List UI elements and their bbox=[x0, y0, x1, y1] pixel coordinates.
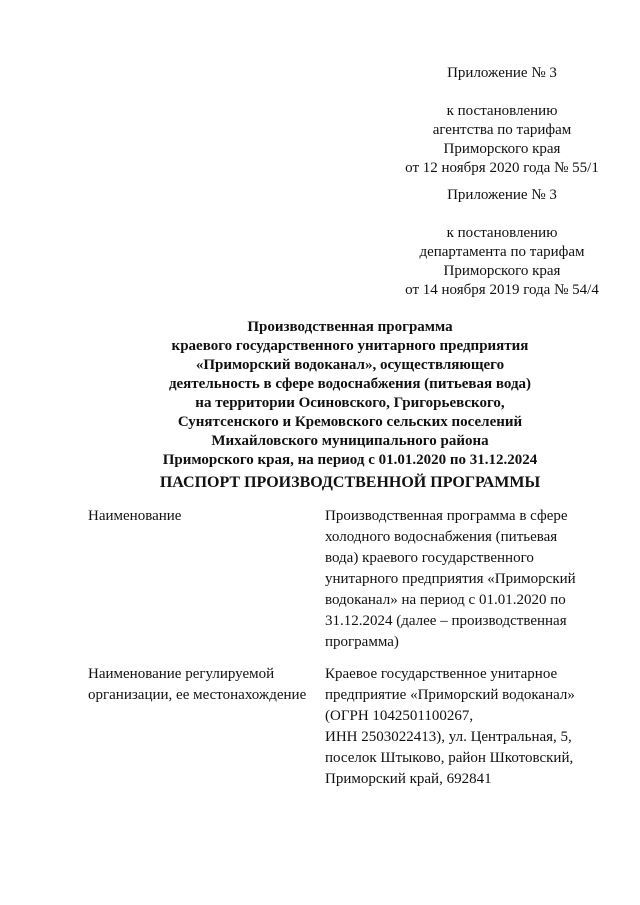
label-line: организации, ее местонахождение bbox=[88, 687, 307, 703]
program-title-line: деятельность в сфере водоснабжения (питьевая вода) bbox=[168, 376, 532, 392]
annex-previous-title: Приложение № 3 bbox=[447, 187, 557, 203]
program-title-line: краевого государственного унитарного предприятия bbox=[171, 338, 529, 354]
value-line: холодного водоснабжения (питьевая bbox=[325, 529, 558, 545]
value-line: вода) краевого государственного bbox=[325, 550, 534, 566]
annex-previous-line: к постановлению bbox=[446, 225, 558, 241]
annex-current-header bbox=[396, 64, 608, 178]
passport-row-label bbox=[88, 664, 316, 706]
value-line: Производственная программа в сфере bbox=[325, 508, 568, 524]
program-title-line: на территории Осиновского, Григорьевского, bbox=[195, 395, 505, 411]
value-line: унитарного предприятия «Приморский bbox=[325, 571, 576, 587]
annex-previous-line: департамента по тарифам bbox=[419, 244, 585, 260]
label-line: Наименование bbox=[88, 508, 182, 524]
passport-row-value bbox=[325, 506, 608, 653]
value-line: (ОГРН 1042501100267, bbox=[325, 708, 474, 724]
passport-row-value bbox=[325, 664, 608, 790]
annex-current-line: Приморского края bbox=[443, 141, 561, 157]
passport-heading: ПАСПОРТ ПРОИЗВОДСТВЕННОЙ ПРОГРАММЫ bbox=[159, 474, 541, 491]
value-line: поселок Штыково, район Шкотовский, bbox=[325, 750, 574, 766]
annex-current-title: Приложение № 3 bbox=[447, 65, 557, 81]
program-title-line: Приморского края, на период с 01.01.2020 по 31.12.2024 bbox=[162, 452, 538, 468]
annex-previous-line: Приморского края bbox=[443, 263, 561, 279]
passport-row-label bbox=[88, 506, 316, 527]
annex-previous-line: от 14 ноября 2019 года № 54/4 bbox=[405, 282, 599, 298]
program-title-line: Сунятсенского и Кремовского сельских поселений bbox=[177, 414, 523, 430]
program-title bbox=[80, 318, 620, 470]
value-line: Краевое государственное унитарное bbox=[325, 666, 558, 682]
annex-current-line: от 12 ноября 2020 года № 55/1 bbox=[405, 160, 599, 176]
value-line: водоканал» на период с 01.01.2020 по bbox=[325, 592, 566, 608]
annex-current-line: агентства по тарифам bbox=[432, 122, 572, 138]
program-title-line: «Приморский водоканал», осуществляющего bbox=[195, 357, 505, 373]
label-line: Наименование регулируемой bbox=[88, 666, 275, 682]
program-title-line: Производственная программа bbox=[247, 319, 453, 335]
annex-current-line: к постановлению bbox=[446, 103, 558, 119]
value-line: предприятие «Приморский водоканал» bbox=[325, 687, 575, 703]
value-line: программа) bbox=[325, 634, 399, 650]
value-line: Приморский край, 692841 bbox=[325, 771, 492, 787]
annex-previous-header bbox=[396, 186, 608, 300]
value-line: ИНН 2503022413), ул. Центральная, 5, bbox=[325, 729, 572, 745]
value-line: 31.12.2024 (далее – производственная bbox=[325, 613, 567, 629]
program-title-line: Михайловского муниципального района bbox=[211, 433, 489, 449]
